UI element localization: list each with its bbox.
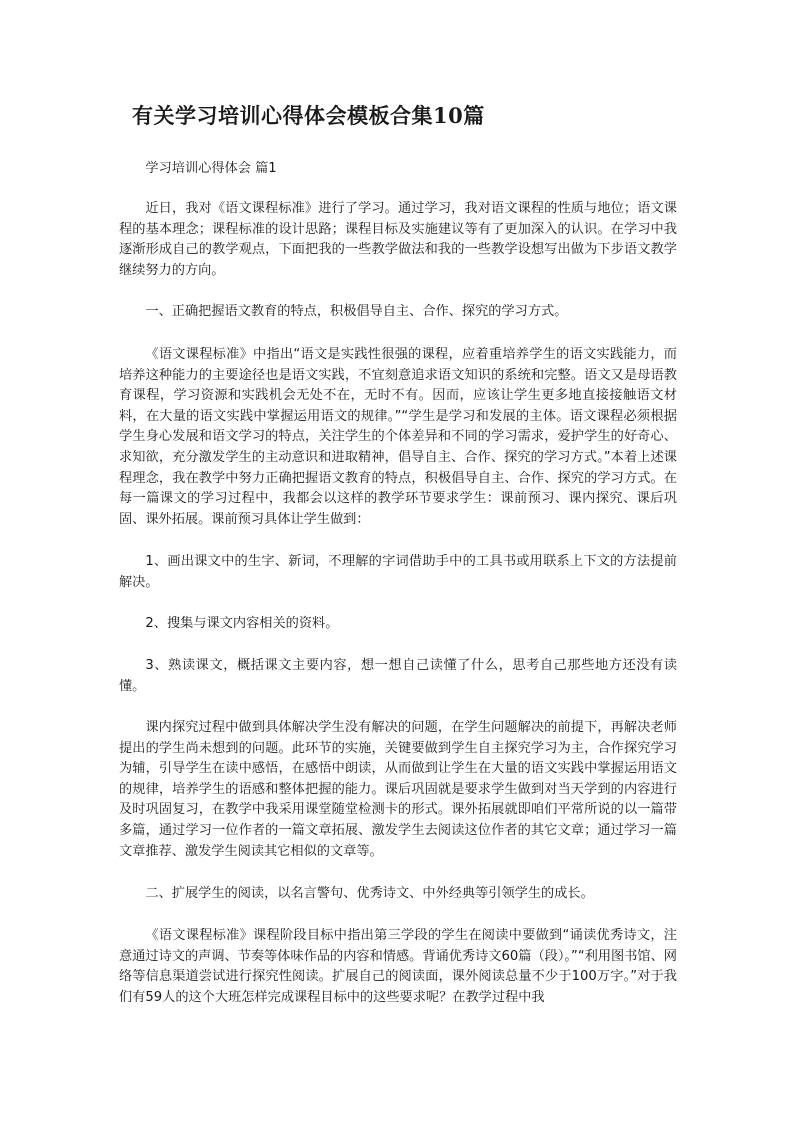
- heading-one: 一、正确把握语文教育的特点，积极倡导自主、合作、探究的学习方式。: [145, 304, 568, 319]
- list-item: 3、熟读课文，概括课文主要内容，想一想自己读懂了什么，思考自己那些地方还没有读懂。: [119, 658, 677, 694]
- list-item: 2、搜集与课文内容相关的资料。: [145, 616, 339, 631]
- heading-two: 二、扩展学生的阅读，以名言警句、优秀诗文、中外经典等引领学生的成长。: [145, 886, 594, 901]
- list-item: 1、画出课文中的生字、新词，不理解的字词借助手中的工具书或用联系上下文的方法提前解决。: [119, 554, 677, 590]
- section-label: 学习培训心得体会 篇1: [145, 161, 277, 176]
- document-title: 有关学习培训心得体会模板合集10篇: [132, 103, 485, 128]
- paragraph: 近日，我对《语文课程标准》进行了学习。通过学习，我对语文课程的性质与地位；语文课程的基本理念；课程标准的设计思路；课程目标及实施建议等有了更加深入的认识。在学习中我逐渐形成自己的教学观点，下面把我的一些教学做法和我的一些教学设想写出做为下步语文教学继续努力的方向。: [119, 201, 677, 278]
- paragraph: 课内探究过程中做到具体解决学生没有解决的问题，在学生问题解决的前提下，再解决老师提出的学生尚未想到的问题。此环节的实施，关键要做到学生自主探究学习为主，合作探究学习为辅，引导学生在读中感悟，在感悟中朗读，从而做到让学生在大量的语文实践中掌握运用语文的规律，培养学生的语感和整体把握的能力。课后巩固就是要求学生做到对当天学到的内容进行及时巩固复习，在教学中我采用课堂随堂检测卡的形式。课外拓展就即咱们平常所说的以一篇带多篇，通过学习一位作者的一篇文章拓展、激发学生去阅读这位作者的其它文章；通过学习一篇文章推荐、激发学生阅读其它相似的文章等。: [119, 720, 677, 859]
- paragraph: 《语文课程标准》课程阶段目标中指出第三学段的学生在阅读中要做到“诵读优秀诗文，注意通过诗文的声调、节奏等体味作品的内容和情感。背诵优秀诗文60篇（段）。”“利用图书馆、网络等信息渠道尝试进行探究性阅读。扩展自己的阅读面，课外阅读总量不少于100万字。”对于我们有59人的这个大班怎样完成课程目标中的这些要求呢？在教学过程中我: [119, 928, 677, 1005]
- paragraph: 《语文课程标准》中指出“语文是实践性很强的课程，应着重培养学生的语文实践能力，而培养这种能力的主要途径也是语文实践，不宜刻意追求语文知识的系统和完整。语文又是母语教育课程，学习资源和实践机会无处不在，无时不有。因而，应该让学生更多地直接接触语文材料，在大量的语文实践中掌握运用语文的规律。”“学生是学习和发展的主体。语文课程必须根据学生身心发展和语文学习的特点，关注学生的个体差异和不同的学习需求，爱护学生的好奇心、求知欲，充分激发学生的主动意识和进取精神，倡导自主、合作、探究的学习方式。”本着上述课程理念，我在教学中努力正确把握语文教育的特点，积极倡导自主、合作、探究的学习方式。在每一篇课文的学习过程中，我都会以这样的教学环节要求学生：课前预习、课内探究、课后巩固、课外拓展。课前预习具体让学生做到：: [119, 347, 677, 527]
